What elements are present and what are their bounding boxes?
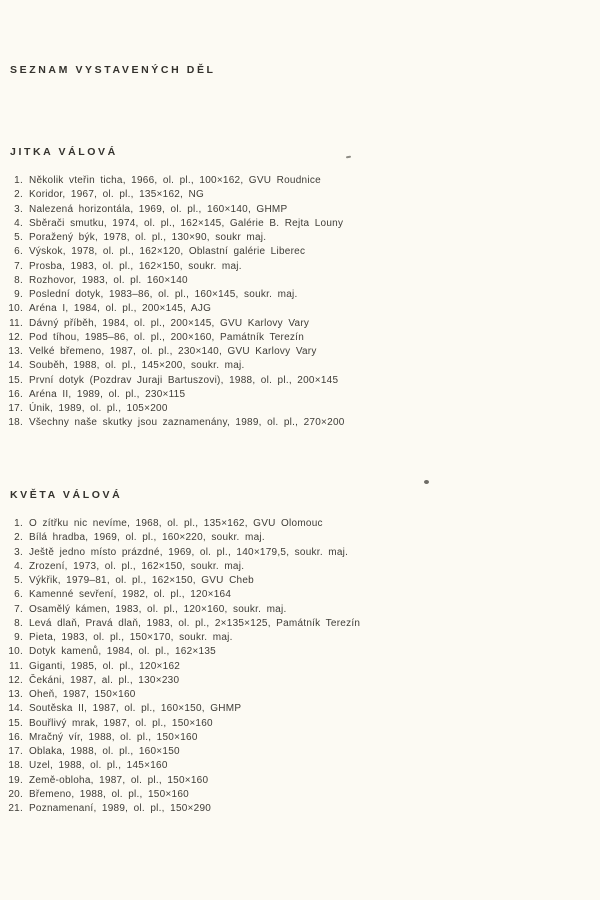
work-item-text: Pieta, 1983, ol. pl., 150×170, soukr. maj. xyxy=(29,632,233,643)
work-item-text: Kamenné sevření, 1982, ol. pl., 120×164 xyxy=(29,589,232,601)
work-item xyxy=(0,674,600,688)
work-item-text: Dotyk kamenů, 1984, ol. pl., 162×135 xyxy=(29,646,216,658)
work-item xyxy=(0,217,600,231)
work-item-text: Oblaka, 1988, ol. pl., 160×150 xyxy=(29,746,180,757)
work-item-number: 14. xyxy=(8,703,23,715)
work-item xyxy=(0,388,600,402)
work-item-number: 3. xyxy=(14,546,23,558)
work-item-number: 16. xyxy=(8,388,23,400)
work-item-number: 1. xyxy=(14,518,23,529)
work-list xyxy=(0,517,600,816)
work-item-text: Ještě jedno místo prázdné, 1969, ol. pl., 140×179,5, soukr. maj. xyxy=(29,546,349,558)
work-list xyxy=(0,174,600,431)
work-item xyxy=(0,631,600,645)
work-item-text: Aréna I, 1984, ol. pl., 200×145, AJG xyxy=(29,303,212,315)
work-item-number: 15. xyxy=(8,717,23,729)
work-item-text: Bouřlivý mrak, 1987, ol. pl., 150×160 xyxy=(29,717,213,729)
work-item-number: 8. xyxy=(14,617,23,629)
work-item-number: 6. xyxy=(14,246,23,258)
work-item-text: První dotyk (Pozdrav Juraji Bartuszovi), 1988, ol. pl., 200×145 xyxy=(29,374,339,386)
work-item xyxy=(0,560,600,574)
work-item xyxy=(0,802,600,816)
work-item-number: 15. xyxy=(8,374,23,386)
work-item-number: 7. xyxy=(14,603,23,615)
work-item-number: 11. xyxy=(9,660,23,672)
work-item-number: 21. xyxy=(8,803,23,814)
work-item-text: Rozhovor, 1983, ol. pl. 160×140 xyxy=(29,274,188,286)
work-item-text: Výskok, 1978, ol. pl., 162×120, Oblastní galérie Liberec xyxy=(29,246,306,258)
work-item-text: O zítřku nic nevíme, 1968, ol. pl., 135×162, GVU Olomouc xyxy=(29,518,323,529)
work-item-number: 4. xyxy=(14,560,23,572)
work-item-number: 19. xyxy=(8,774,23,786)
work-item xyxy=(0,288,600,302)
work-item xyxy=(0,317,600,331)
work-item-text: Poznamenaní, 1989, ol. pl., 150×290 xyxy=(29,803,212,814)
work-item xyxy=(0,660,600,674)
work-item xyxy=(0,345,600,359)
work-item xyxy=(0,188,600,202)
work-item xyxy=(0,603,600,617)
work-item-text: Země-obloha, 1987, ol. pl., 150×160 xyxy=(29,774,209,786)
work-item xyxy=(0,702,600,716)
work-item xyxy=(0,717,600,731)
work-item-text: Levá dlaň, Pravá dlaň, 1983, ol. pl., 2×135×125, Památník Terezín xyxy=(29,617,361,629)
work-item xyxy=(0,645,600,659)
work-item-text: Koridor, 1967, ol. pl., 135×162, NG xyxy=(29,189,205,201)
work-item-text: Únik, 1989, ol. pl., 105×200 xyxy=(29,403,168,414)
work-item xyxy=(0,731,600,745)
work-item-text: Souběh, 1988, ol. pl., 145×200, soukr. maj. xyxy=(29,360,245,372)
work-item xyxy=(0,416,600,430)
work-item-text: Dávný příběh, 1984, ol. pl., 200×145, GVU Karlovy Vary xyxy=(29,317,310,329)
work-item-number: 6. xyxy=(14,589,23,601)
work-item-number: 2. xyxy=(14,189,23,201)
work-item-number: 18. xyxy=(8,760,23,772)
work-item-text: Poslední dotyk, 1983–86, ol. pl., 160×145, soukr. maj. xyxy=(29,289,298,300)
work-item-number: 14. xyxy=(8,360,23,372)
work-item-number: 20. xyxy=(8,788,23,800)
work-item-text: Giganti, 1985, ol. pl., 120×162 xyxy=(29,660,181,672)
work-item xyxy=(0,788,600,802)
work-item xyxy=(0,245,600,259)
work-item-text: Výkřik, 1979–81, ol. pl., 162×150, GVU Cheb xyxy=(29,575,254,586)
artist-section-jitka-valova xyxy=(0,146,600,431)
work-item-number: 18. xyxy=(8,417,23,429)
artist-section-kveta-valova xyxy=(0,489,600,816)
work-item-text: Bílá hradba, 1969, ol. pl., 160×220, soukr. maj. xyxy=(29,532,265,544)
work-item xyxy=(0,531,600,545)
work-item xyxy=(0,260,600,274)
work-item-number: 17. xyxy=(8,746,23,757)
work-item-number: 10. xyxy=(8,646,23,658)
work-item-text: Poražený býk, 1978, ol. pl., 130×90, soukr maj. xyxy=(29,232,267,243)
work-item-number: 13. xyxy=(8,346,23,357)
work-item xyxy=(0,574,600,588)
print-speck xyxy=(424,480,429,484)
work-item-text: Soutěska II, 1987, ol. pl., 160×150, GHMP xyxy=(29,703,242,715)
work-item-number: 4. xyxy=(14,217,23,229)
work-item-number: 12. xyxy=(8,331,23,343)
work-item-text: Osamělý kámen, 1983, ol. pl., 120×160, soukr. maj. xyxy=(29,603,287,615)
work-item-number: 1. xyxy=(14,175,23,186)
work-item-number: 5. xyxy=(14,575,23,586)
work-item-number: 11. xyxy=(9,317,23,329)
work-item xyxy=(0,174,600,188)
work-item-text: Uzel, 1988, ol. pl., 145×160 xyxy=(29,760,168,772)
work-item xyxy=(0,402,600,416)
work-item-number: 9. xyxy=(14,289,23,300)
work-item-text: Velké břemeno, 1987, ol. pl., 230×140, GVU Karlovy Vary xyxy=(29,346,317,357)
work-item-number: 3. xyxy=(14,203,23,215)
work-item-text: Oheň, 1987, 150×160 xyxy=(29,689,136,700)
work-item-text: Sběrači smutku, 1974, ol. pl., 162×145, Galérie B. Rejta Louny xyxy=(29,217,344,229)
work-item-text: Prosba, 1983, ol. pl., 162×150, soukr. maj. xyxy=(29,260,242,272)
work-item xyxy=(0,617,600,631)
work-item-text: Břemeno, 1988, ol. pl., 150×160 xyxy=(29,788,189,800)
work-item-text: Nalezená horizontála, 1969, ol. pl., 160×140, GHMP xyxy=(29,203,288,215)
work-item-number: 2. xyxy=(14,532,23,544)
work-item-text: Zrození, 1973, ol. pl., 162×150, soukr. maj. xyxy=(29,560,245,572)
work-item xyxy=(0,274,600,288)
work-item xyxy=(0,688,600,702)
work-item-text: Aréna II, 1989, ol. pl., 230×115 xyxy=(29,388,186,400)
work-item-text: Čekáni, 1987, al. pl., 130×230 xyxy=(29,674,180,686)
artist-name: JITKA VÁLOVÁ xyxy=(10,146,118,158)
work-item-number: 8. xyxy=(14,274,23,286)
work-item xyxy=(0,203,600,217)
work-item-number: 13. xyxy=(8,689,23,700)
page-title: SEZNAM VYSTAVENÝCH DĚL xyxy=(10,64,216,76)
work-item xyxy=(0,331,600,345)
work-item xyxy=(0,546,600,560)
work-item xyxy=(0,774,600,788)
work-item xyxy=(0,359,600,373)
work-item-text: Mračný vír, 1988, ol. pl., 150×160 xyxy=(29,731,198,743)
work-item-text: Všechny naše skutky jsou zaznamenány, 1989, ol. pl., 270×200 xyxy=(29,417,345,429)
work-item xyxy=(0,759,600,773)
artist-name: KVĚTA VÁLOVÁ xyxy=(10,489,123,501)
work-item xyxy=(0,302,600,316)
work-item-text: Několik vteřin ticha, 1966, ol. pl., 100×162, GVU Roudnice xyxy=(29,175,321,186)
work-item-number: 12. xyxy=(8,674,23,686)
work-item xyxy=(0,231,600,245)
work-item-number: 5. xyxy=(14,232,23,243)
work-item-number: 17. xyxy=(8,403,23,414)
work-item xyxy=(0,745,600,759)
work-item-number: 9. xyxy=(14,632,23,643)
work-item-number: 10. xyxy=(8,303,23,315)
work-item-number: 7. xyxy=(14,260,23,272)
work-item xyxy=(0,374,600,388)
work-item-number: 16. xyxy=(8,731,23,743)
work-item xyxy=(0,588,600,602)
work-item-text: Pod tíhou, 1985–86, ol. pl., 200×160, Památník Terezín xyxy=(29,331,305,343)
work-item xyxy=(0,517,600,531)
